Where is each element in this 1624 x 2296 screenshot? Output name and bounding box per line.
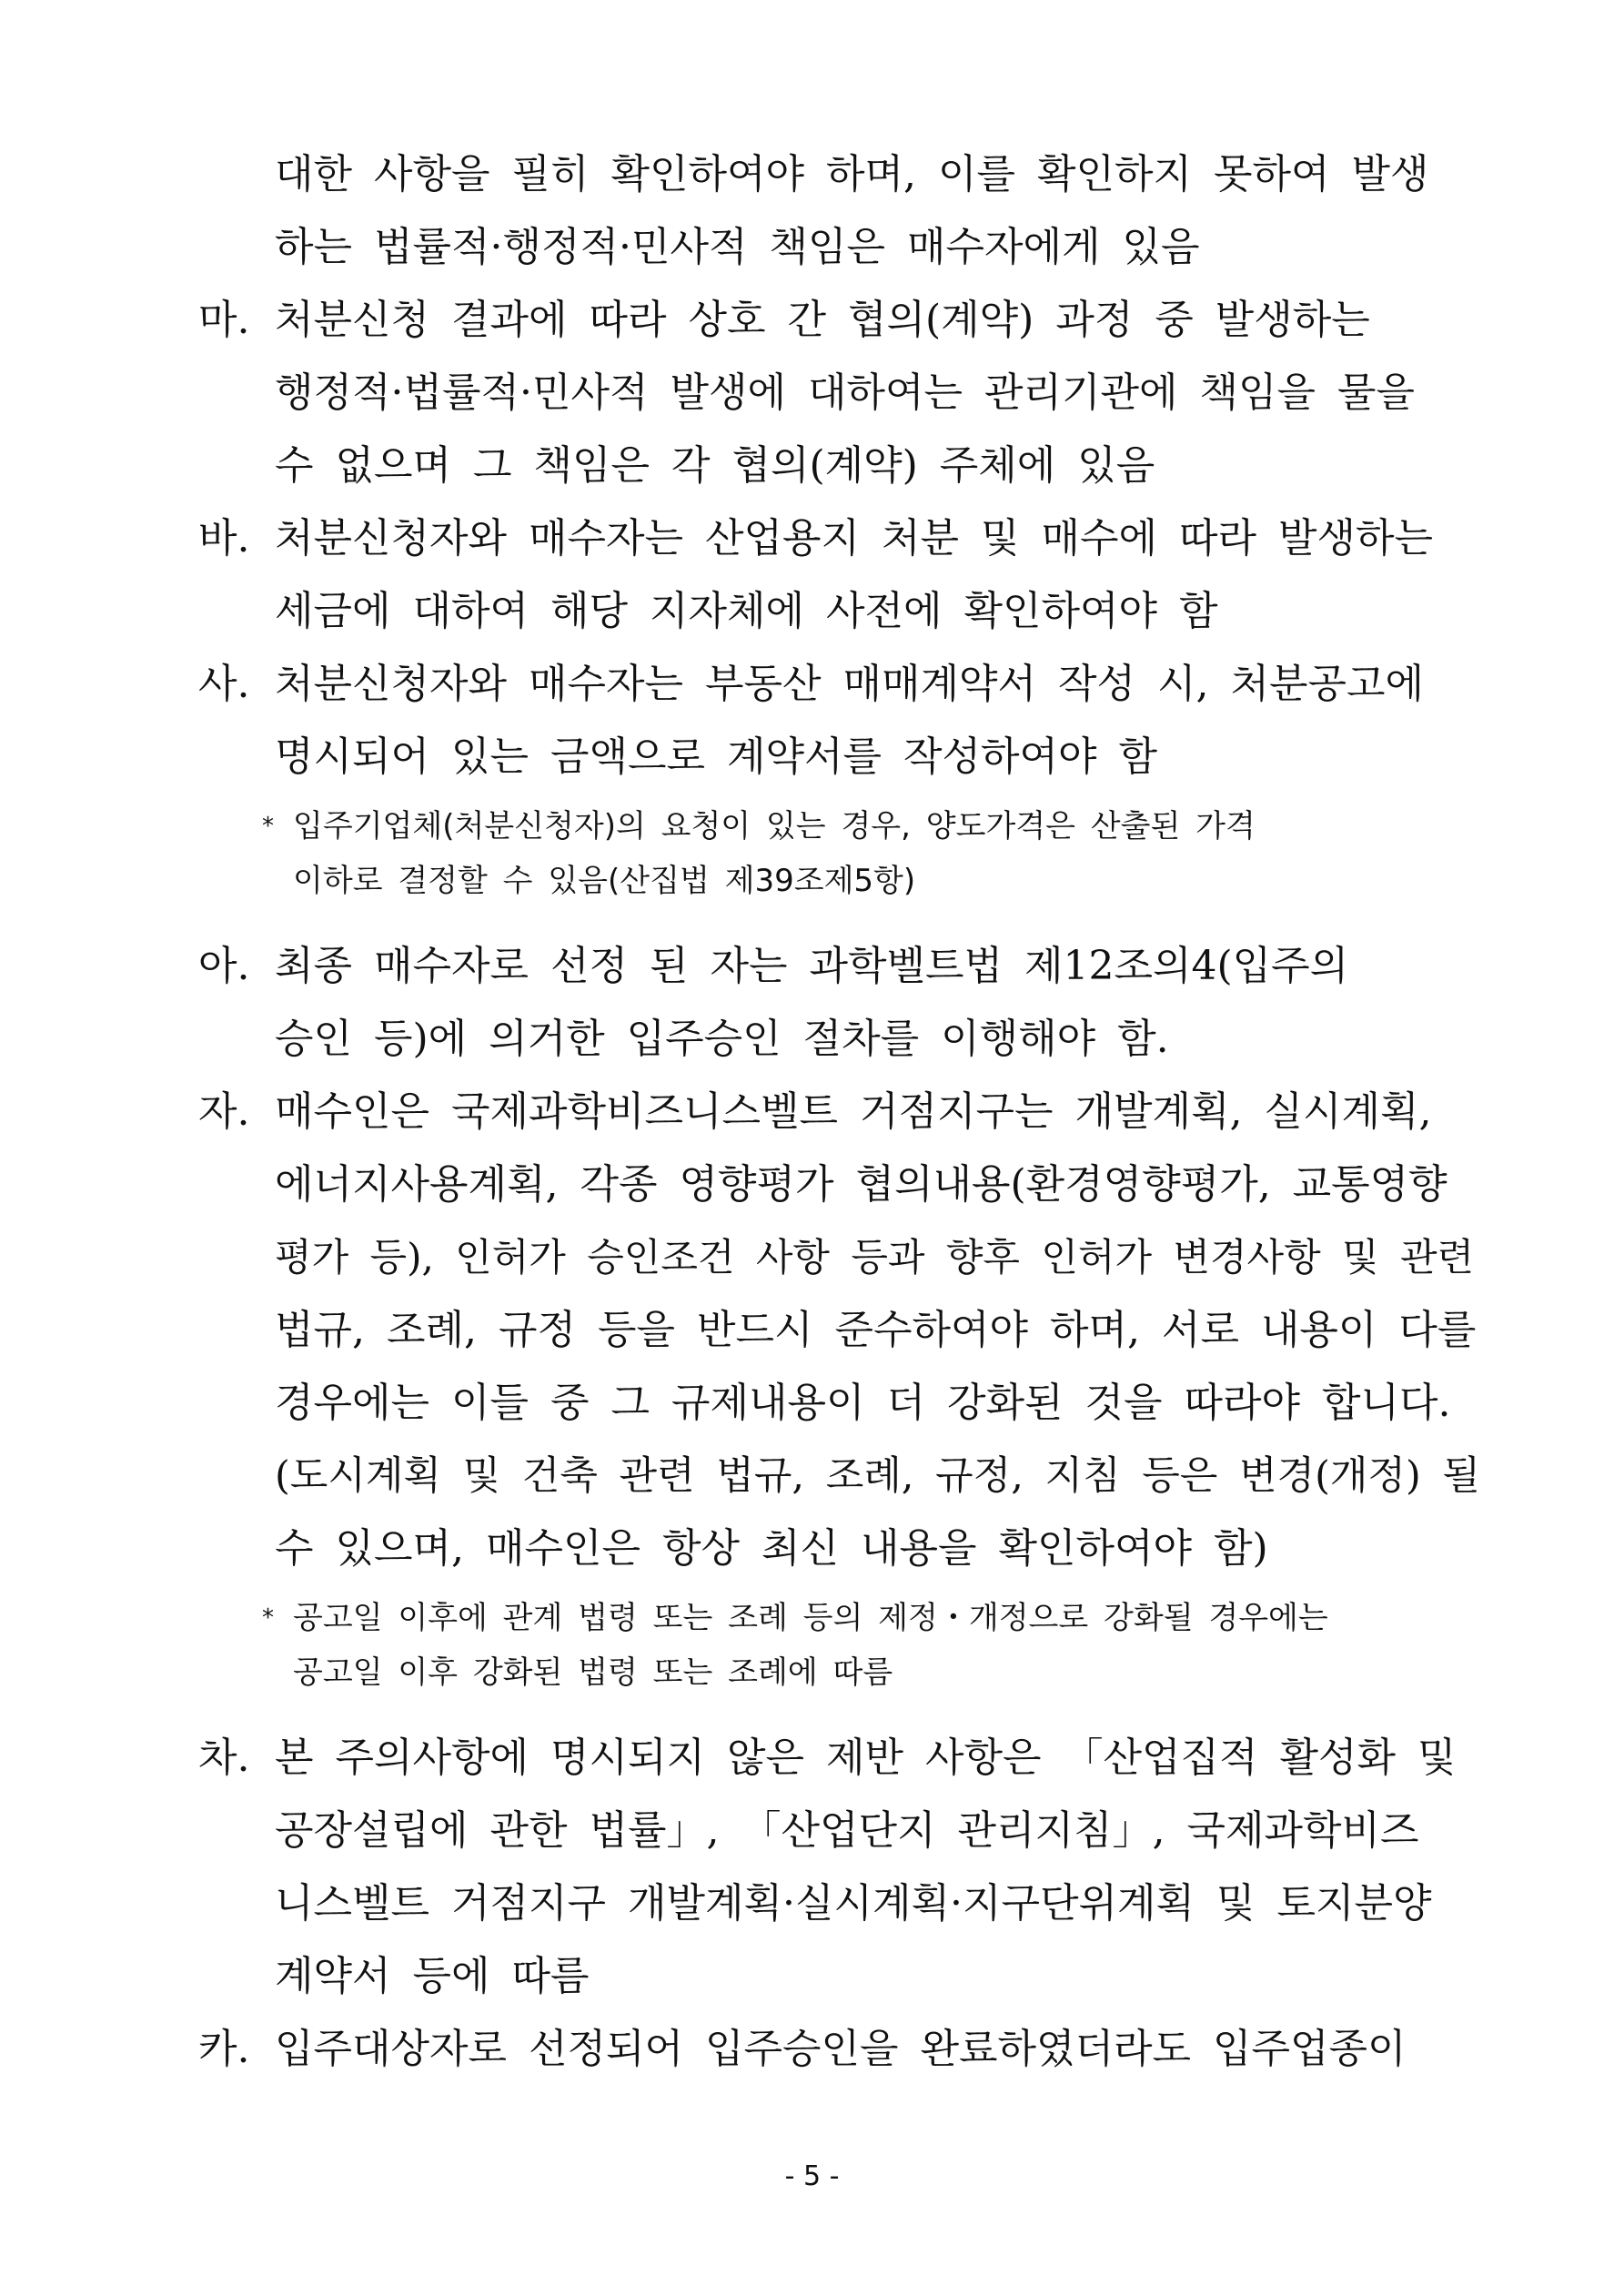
body-line: 매수인은 국제과학비즈니스벨트 거점지구는 개발계획, 실시계획, [275,1088,1432,1135]
item-marker: 바. [198,515,250,561]
body-line: 대한 사항을 필히 확인하여야 하며, 이를 확인하지 못하여 발생 [275,151,1429,197]
item-marker: 차. [198,1735,250,1781]
body-line: 수 있으며, 매수인은 항상 최신 내용을 확인하여야 함) [275,1525,1268,1572]
body-line: 경우에는 이들 중 그 규제내용이 더 강화된 것을 따라야 합니다. [275,1380,1451,1426]
body-line: 공장설립에 관한 법률」, 「산업단지 관리지침」, 국제과학비즈 [275,1807,1419,1854]
item-marker: 카. [198,2026,250,2072]
body-line: 처분신청자와 매수자는 산업용지 처분 및 매수에 따라 발생하는 [275,515,1434,561]
body-line: 수 없으며 그 책임은 각 협의(계약) 주체에 있음 [275,442,1155,489]
page-number: - 5 - [784,2160,840,2192]
footnote-line: 이하로 결정할 수 있음(산집법 제39조제5항) [293,863,916,899]
item-marker: 자. [198,1088,250,1135]
body-line: 계약서 등에 따름 [275,1953,590,1999]
body-line: 입주대상자로 선정되어 입주승인을 완료하였더라도 입주업종이 [275,2026,1407,2072]
body-line: 승인 등)에 의거한 입주승인 절차를 이행해야 함. [275,1016,1169,1062]
item-marker: 사. [198,661,250,707]
footnote-line: 공고일 이후에 관계 법령 또는 조례 등의 제정・개정으로 강화될 경우에는 [293,1600,1328,1636]
body-line: 명시되어 있는 금액으로 계약서를 작성하여야 함 [275,733,1158,780]
footnote-marker: * [262,1604,274,1632]
body-line: 니스벨트 거점지구 개발계획·실시계획·지구단위계획 및 토지분양 [275,1880,1432,1927]
body-line: 본 주의사항에 명시되지 않은 제반 사항은 「산업집적 활성화 및 [275,1735,1457,1781]
footnote-line: 공고일 이후 강화된 법령 또는 조례에 따름 [293,1654,893,1691]
body-line: 최종 매수자로 선정 된 자는 과학벨트법 제12조의4(입주의 [275,943,1349,989]
body-line: (도시계획 및 건축 관련 법규, 조례, 규정, 지침 등은 변경(개정) 될 [275,1453,1480,1499]
body-line: 평가 등), 인허가 승인조건 사항 등과 향후 인허가 변경사항 및 관련 [275,1235,1475,1279]
body-line: 행정적·법률적·민사적 발생에 대하여는 관리기관에 책임을 물을 [275,369,1416,416]
item-marker: 아. [198,943,250,989]
body-line: 에너지사용계획, 각종 영향평가 협의내용(환경영향평가, 교통영향 [275,1161,1447,1208]
body-line: 처분신청 결과에 따라 상호 간 협의(계약) 과정 중 발생하는 [275,297,1370,343]
footnote-line: 입주기업체(처분신청자)의 요청이 있는 경우, 양도가격은 산출된 가격 [293,808,1256,845]
body-line: 하는 법률적·행정적·민사적 책임은 매수자에게 있음 [275,224,1200,270]
footnote-marker: * [262,813,274,840]
body-line: 법규, 조례, 규정 등을 반드시 준수하여야 하며, 서로 내용이 다를 [275,1307,1477,1353]
body-line: 세금에 대하여 해당 지자체에 사전에 확인하여야 함 [275,588,1218,634]
item-marker: 마. [198,297,250,343]
body-line: 처분신청자와 매수자는 부동산 매매계약서 작성 시, 처분공고에 [275,661,1425,707]
